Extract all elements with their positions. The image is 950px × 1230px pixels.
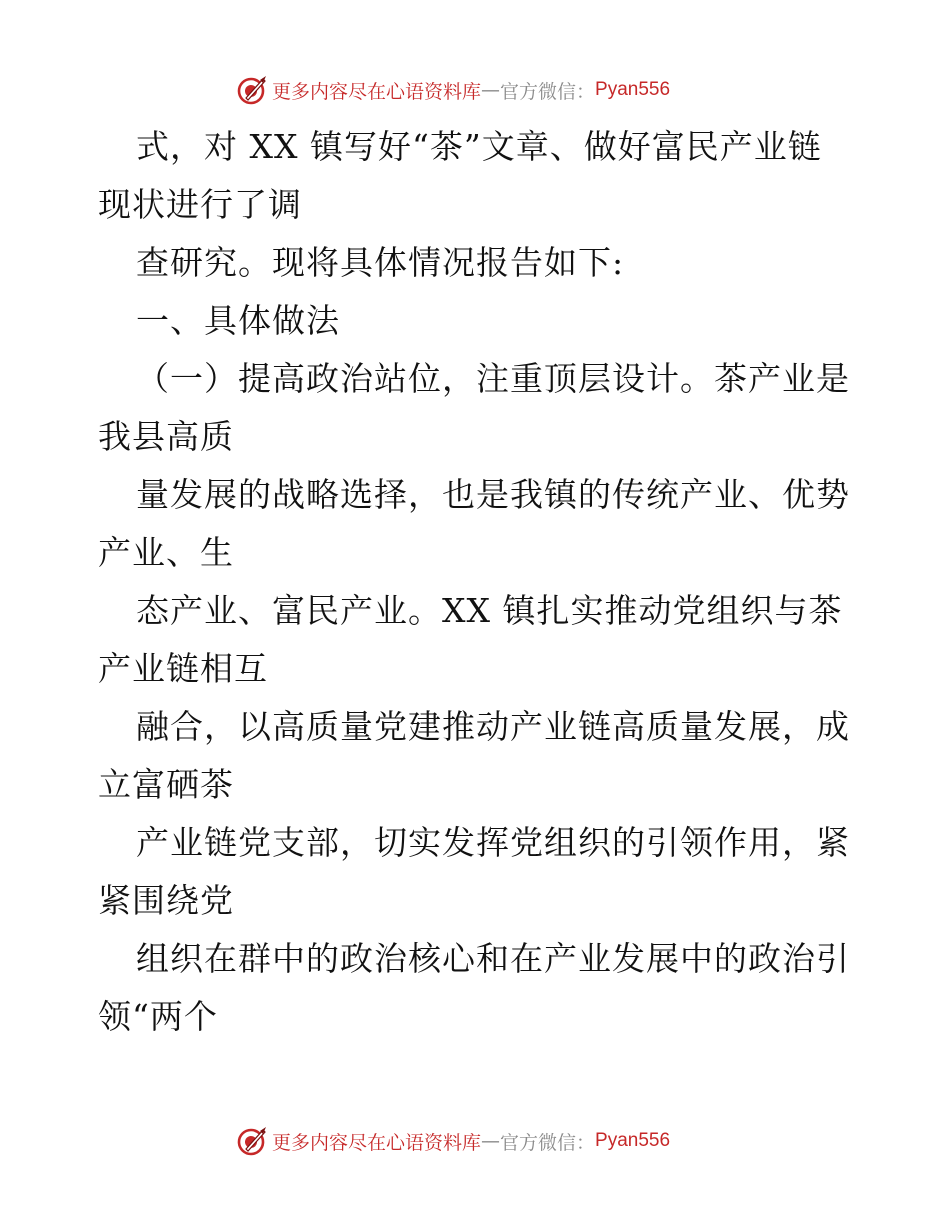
watermark-separator: — <box>481 1130 501 1152</box>
quill-logo-icon <box>236 74 268 106</box>
paragraph-line: 现状进行了调 <box>98 185 302 224</box>
watermark-contact-label: 官方微信： <box>500 1131 596 1154</box>
paragraph-line: 紧围绕党 <box>98 881 234 920</box>
section-heading: 一、具体做法 <box>136 301 340 340</box>
paragraph-line: 我县高质 <box>98 417 234 456</box>
paragraph-line: 融合，以高质量党建推动产业链高质量发展，成 <box>136 707 850 746</box>
paragraph-line: 产业链相互 <box>98 649 268 688</box>
footer-watermark <box>236 1124 756 1158</box>
paragraph-line: （一）提高政治站位，注重顶层设计。茶产业是 <box>136 359 850 398</box>
watermark-contact-id: Pyan556 <box>595 1130 671 1151</box>
paragraph-line: 产业、生 <box>98 533 234 572</box>
header-watermark <box>236 73 756 107</box>
paragraph-line: 领“两个 <box>98 997 218 1036</box>
paragraph-line: 立富硒茶 <box>98 765 234 804</box>
paragraph-line: 产业链党支部，切实发挥党组织的引领作用，紧 <box>136 823 850 862</box>
watermark-text: 更多内容尽在心语资料库 <box>272 1131 482 1154</box>
quill-logo-icon <box>236 1125 268 1157</box>
watermark-contact-label: 官方微信： <box>500 80 596 103</box>
paragraph-line: 量发展的战略选择，也是我镇的传统产业、优势 <box>136 475 850 514</box>
paragraph-line: 态产业、富民产业。XX 镇扎实推动党组织与茶 <box>136 591 843 630</box>
watermark-text: 更多内容尽在心语资料库 <box>272 80 482 103</box>
paragraph-line: 组织在群中的政治核心和在产业发展中的政治引 <box>136 939 850 978</box>
watermark-contact-id: Pyan556 <box>595 79 671 100</box>
watermark-separator: — <box>481 79 501 101</box>
paragraph-line: 查研究。现将具体情况报告如下: <box>136 243 625 282</box>
paragraph-line: 式，对 XX 镇写好“茶”文章、做好富民产业链 <box>136 127 822 166</box>
